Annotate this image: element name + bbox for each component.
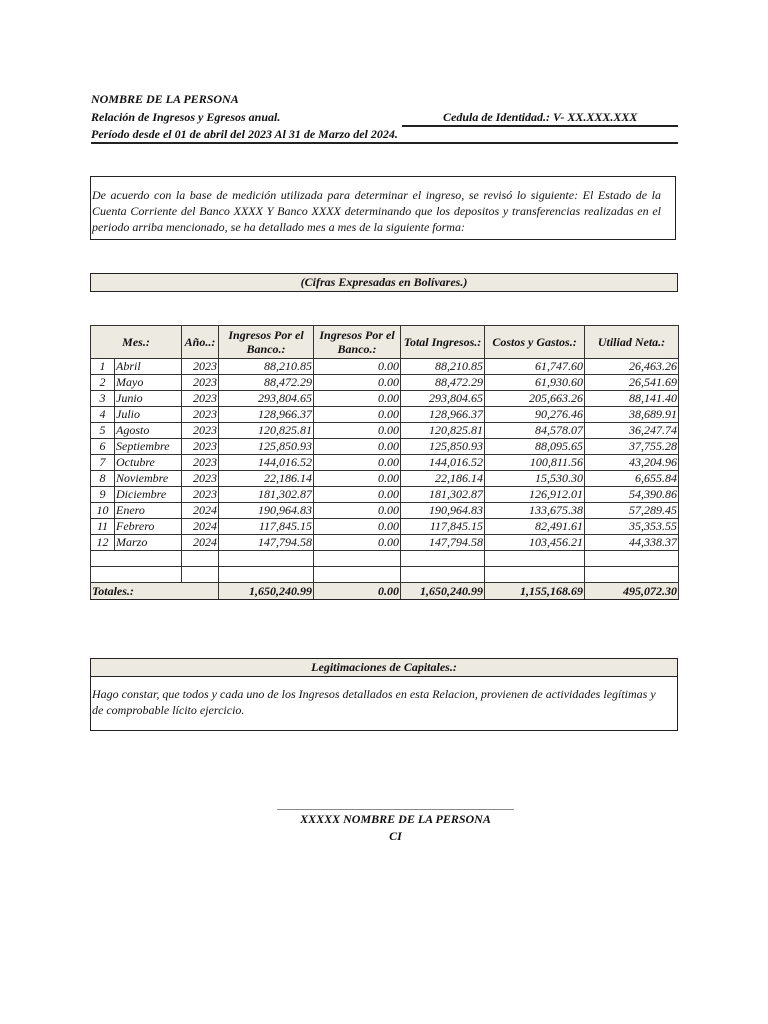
row-ingresos-1: 128,966.37 — [219, 407, 314, 423]
row-month: Febrero — [115, 519, 182, 535]
row-index: 5 — [91, 423, 115, 439]
row-ingresos-2: 0.00 — [314, 391, 401, 407]
blank-cell — [585, 551, 679, 567]
blank-cell — [585, 567, 679, 583]
row-costos: 88,095.65 — [485, 439, 585, 455]
row-ingresos-1: 117,845.15 — [219, 519, 314, 535]
table-row — [91, 423, 679, 439]
row-utilidad: 6,655.84 — [585, 471, 679, 487]
table-header-row — [91, 326, 679, 359]
col-header-costos: Costos y Gastos.: — [485, 326, 585, 359]
table-row — [91, 503, 679, 519]
col-header-total: Total Ingresos.: — [401, 326, 485, 359]
row-total: 147,794.58 — [401, 535, 485, 551]
row-total: 293,804.65 — [401, 391, 485, 407]
row-index: 7 — [91, 455, 115, 471]
row-ingresos-1: 293,804.65 — [219, 391, 314, 407]
row-index: 2 — [91, 375, 115, 391]
table-body — [91, 359, 679, 600]
intro-text: De acuerdo con la base de medición utilizada para determinar el ingreso, se revisó lo siguiente: El Estado de la Cuenta Corriente del Banco XXXX Y Banco XXXX determinando que los depositos y transferencias realizadas en el periodo arriba mencionado, se ha detallado mes a mes de la siguiente forma: — [92, 188, 661, 234]
row-year: 2023 — [182, 375, 219, 391]
header-underline — [91, 142, 678, 144]
row-total: 88,472.29 — [401, 375, 485, 391]
col-header-mes: Mes.: — [91, 326, 182, 359]
row-costos: 61,747.60 — [485, 359, 585, 375]
row-month: Junio — [115, 391, 182, 407]
row-total: 128,966.37 — [401, 407, 485, 423]
totals-costos: 1,155,168.69 — [485, 583, 585, 600]
row-year: 2024 — [182, 519, 219, 535]
row-year: 2023 — [182, 455, 219, 471]
row-month: Noviembre — [115, 471, 182, 487]
col-header-ingresos-2: Ingresos Por el Banco.: — [314, 326, 401, 359]
row-costos: 84,578.07 — [485, 423, 585, 439]
currency-note: (Cifras Expresadas en Bolívares.) — [90, 273, 678, 292]
row-costos: 90,276.46 — [485, 407, 585, 423]
row-ingresos-2: 0.00 — [314, 423, 401, 439]
legitimacion-title: Legitimaciones de Capitales.: — [90, 658, 678, 677]
row-utilidad: 37,755.28 — [585, 439, 679, 455]
row-costos: 82,491.61 — [485, 519, 585, 535]
row-index: 3 — [91, 391, 115, 407]
intro-box — [90, 176, 676, 240]
legitimacion-box — [90, 677, 678, 731]
row-year: 2023 — [182, 423, 219, 439]
row-total: 88,210.85 — [401, 359, 485, 375]
blank-cell — [182, 567, 219, 583]
row-year: 2024 — [182, 503, 219, 519]
row-total: 125,850.93 — [401, 439, 485, 455]
table-row — [91, 519, 679, 535]
row-index: 9 — [91, 487, 115, 503]
blank-cell — [485, 567, 585, 583]
row-utilidad: 26,463.26 — [585, 359, 679, 375]
blank-cell — [91, 567, 182, 583]
row-ingresos-1: 88,210.85 — [219, 359, 314, 375]
col-header-utilidad: Utiliad Neta.: — [585, 326, 679, 359]
row-ingresos-2: 0.00 — [314, 439, 401, 455]
blank-cell — [219, 567, 314, 583]
row-index: 11 — [91, 519, 115, 535]
row-ingresos-1: 22,186.14 — [219, 471, 314, 487]
blank-cell — [182, 551, 219, 567]
blank-cell — [401, 551, 485, 567]
col-header-anio: Año..: — [182, 326, 219, 359]
table-row — [91, 407, 679, 423]
table-row — [91, 455, 679, 471]
row-costos: 103,456.21 — [485, 535, 585, 551]
row-year: 2023 — [182, 391, 219, 407]
row-utilidad: 35,353.55 — [585, 519, 679, 535]
report-subtitle: Relación de Ingresos y Egresos anual. — [91, 110, 281, 124]
row-costos: 15,530.30 — [485, 471, 585, 487]
period-label: Período desde el 01 de abril del 2023 Al 31 de Marzo del 2024. — [91, 127, 398, 141]
row-ingresos-1: 88,472.29 — [219, 375, 314, 391]
row-utilidad: 44,338.37 — [585, 535, 679, 551]
row-total: 120,825.81 — [401, 423, 485, 439]
row-ingresos-1: 147,794.58 — [219, 535, 314, 551]
row-index: 4 — [91, 407, 115, 423]
totals-row — [91, 583, 679, 600]
table-row — [91, 471, 679, 487]
row-costos: 126,912.01 — [485, 487, 585, 503]
table-row — [91, 391, 679, 407]
blank-row — [91, 551, 679, 567]
row-month: Abril — [115, 359, 182, 375]
row-month: Diciembre — [115, 487, 182, 503]
row-utilidad: 36,247.74 — [585, 423, 679, 439]
row-total: 181,302.87 — [401, 487, 485, 503]
row-ingresos-2: 0.00 — [314, 471, 401, 487]
col-header-ingresos-1: Ingresos Por el Banco.: — [219, 326, 314, 359]
blank-cell — [219, 551, 314, 567]
blank-cell — [314, 551, 401, 567]
signature-ci: CI — [389, 829, 402, 843]
row-costos: 133,675.38 — [485, 503, 585, 519]
row-month: Enero — [115, 503, 182, 519]
row-ingresos-1: 125,850.93 — [219, 439, 314, 455]
row-year: 2023 — [182, 471, 219, 487]
row-total: 144,016.52 — [401, 455, 485, 471]
row-index: 8 — [91, 471, 115, 487]
row-utilidad: 43,204.96 — [585, 455, 679, 471]
totals-total: 1,650,240.99 — [401, 583, 485, 600]
row-total: 190,964.83 — [401, 503, 485, 519]
row-utilidad: 26,541.69 — [585, 375, 679, 391]
totals-utilidad: 495,072.30 — [585, 583, 679, 600]
signature-line — [277, 809, 514, 810]
row-total: 117,845.15 — [401, 519, 485, 535]
row-month: Marzo — [115, 535, 182, 551]
table-row — [91, 439, 679, 455]
row-ingresos-2: 0.00 — [314, 487, 401, 503]
legitimacion-text: Hago constar, que todos y cada uno de los Ingresos detallados en esta Relacion, provienen de actividades legítimas y de comprobable lícito ejercicio. — [92, 687, 656, 717]
row-ingresos-2: 0.00 — [314, 375, 401, 391]
row-year: 2023 — [182, 407, 219, 423]
row-costos: 100,811.56 — [485, 455, 585, 471]
income-table — [90, 325, 679, 600]
row-month: Agosto — [115, 423, 182, 439]
row-month: Octubre — [115, 455, 182, 471]
blank-cell — [485, 551, 585, 567]
header-underline-right — [402, 125, 678, 127]
cedula-label: Cedula de Identidad.: V- XX.XXX.XXX — [443, 110, 638, 124]
row-ingresos-1: 181,302.87 — [219, 487, 314, 503]
row-total: 22,186.14 — [401, 471, 485, 487]
row-utilidad: 57,289.45 — [585, 503, 679, 519]
row-index: 6 — [91, 439, 115, 455]
blank-row — [91, 567, 679, 583]
row-year: 2023 — [182, 439, 219, 455]
row-ingresos-2: 0.00 — [314, 407, 401, 423]
row-month: Julio — [115, 407, 182, 423]
row-index: 1 — [91, 359, 115, 375]
table-row — [91, 359, 679, 375]
row-ingresos-1: 144,016.52 — [219, 455, 314, 471]
blank-cell — [91, 551, 182, 567]
row-utilidad: 54,390.86 — [585, 487, 679, 503]
row-year: 2024 — [182, 535, 219, 551]
row-ingresos-2: 0.00 — [314, 455, 401, 471]
row-ingresos-1: 120,825.81 — [219, 423, 314, 439]
blank-cell — [401, 567, 485, 583]
table-row — [91, 535, 679, 551]
table-row — [91, 375, 679, 391]
row-ingresos-2: 0.00 — [314, 359, 401, 375]
totals-ingresos-2: 0.00 — [314, 583, 401, 600]
blank-cell — [314, 567, 401, 583]
row-year: 2023 — [182, 487, 219, 503]
row-ingresos-2: 0.00 — [314, 503, 401, 519]
row-costos: 205,663.26 — [485, 391, 585, 407]
row-ingresos-2: 0.00 — [314, 535, 401, 551]
row-costos: 61,930.60 — [485, 375, 585, 391]
row-utilidad: 88,141.40 — [585, 391, 679, 407]
row-utilidad: 38,689.91 — [585, 407, 679, 423]
row-index: 12 — [91, 535, 115, 551]
signature-name: XXXXX NOMBRE DE LA PERSONA — [300, 812, 491, 826]
table-row — [91, 487, 679, 503]
row-year: 2023 — [182, 359, 219, 375]
totals-label: Totales.: — [91, 583, 219, 600]
row-ingresos-2: 0.00 — [314, 519, 401, 535]
totals-ingresos-1: 1,650,240.99 — [219, 583, 314, 600]
row-index: 10 — [91, 503, 115, 519]
row-ingresos-1: 190,964.83 — [219, 503, 314, 519]
person-name: NOMBRE DE LA PERSONA — [91, 92, 239, 106]
row-month: Mayo — [115, 375, 182, 391]
row-month: Septiembre — [115, 439, 182, 455]
